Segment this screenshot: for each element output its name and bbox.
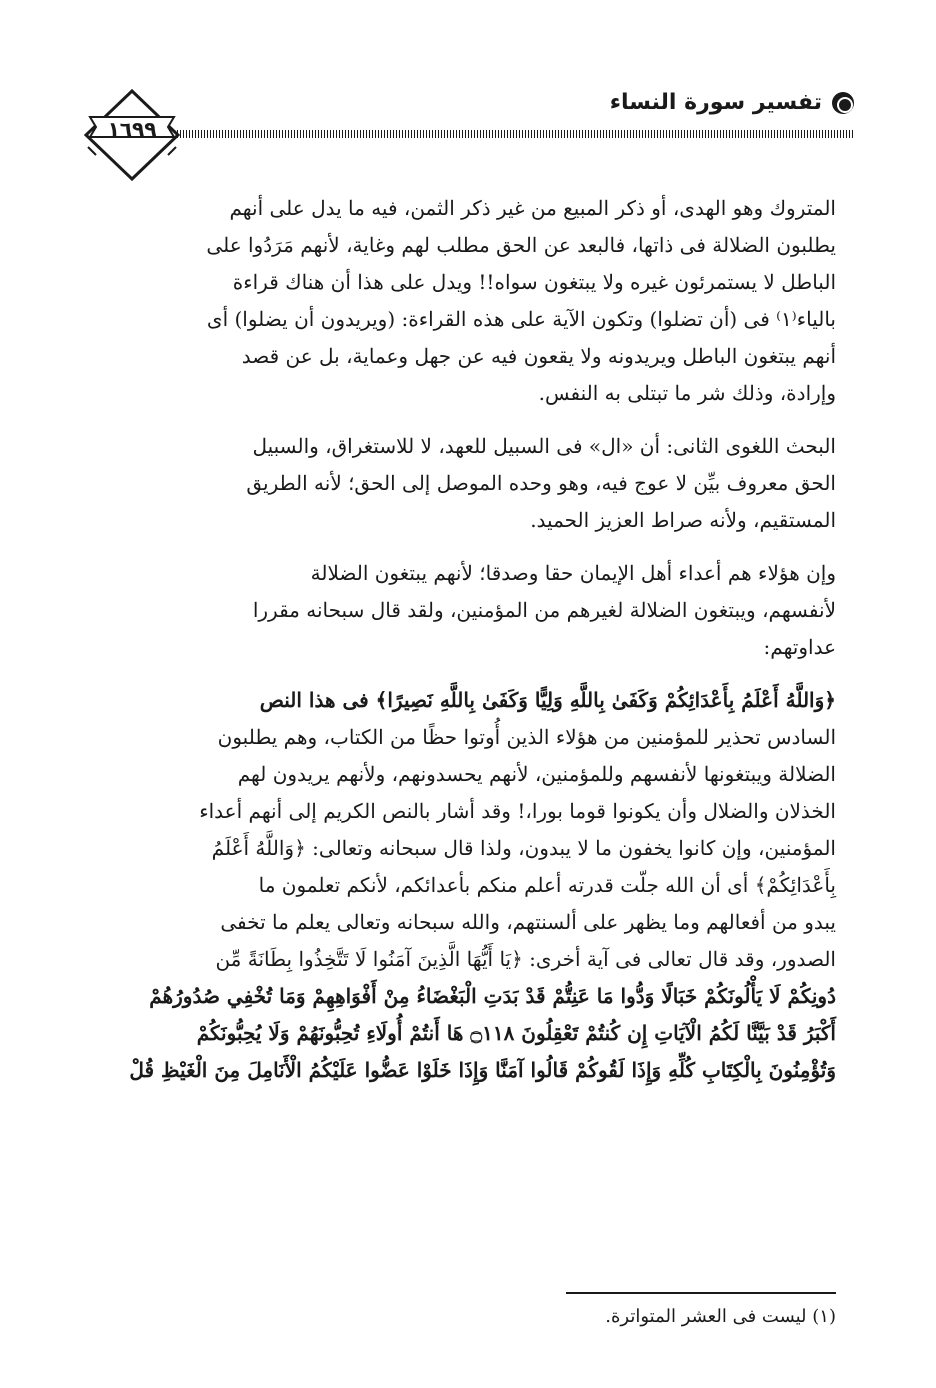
footnote: (١) ليست فى العشر المتواترة. [605,1306,836,1327]
text-line: المستقيم، ولأنه صراط العزيز الحميد. [530,508,836,532]
text-line: لأنفسهم، ويبتغون الضلالة لغيرهم من المؤمنين، ولقد قال سبحانه مقررا [252,598,836,622]
ornament-icon [832,92,854,114]
text-line: بالياء⁽١⁾ فى (أن تضلوا) وتكون الآية على هذه القراءة: (ويريدون أن يضلوا) أى [206,307,836,331]
running-title [610,90,854,115]
text-line: وإن هؤلاء هم أعداء أهل الإيمان حقا وصدقا؛ لأنهم يبتغون الضلالة [310,561,836,585]
text-line: وإرادة، وذلك شر ما تبتلى به النفس. [538,381,836,405]
page-number: ١٦٩٩ [107,117,157,141]
text-line: دُونِكُمْ لَا يَأْلُونَكُمْ خَبَالًا وَدُّوا مَا عَنِتُّمْ قَدْ بَدَتِ الْبَغْضَاءُ مِنْ أَفْوَاهِهِمْ وَمَا تُخْفِي صُدُورُهُمْ [149,984,836,1008]
text-line: الحق معروف بيِّن لا عوج فيه، وهو وحده الموصل إلى الحق؛ لأنه الطريق [246,471,836,495]
text-line: الصدور، وقد قال تعالى فى آية أخرى: ﴿يَا أَيُّهَا الَّذِينَ آمَنُوا لَا تَتَّخِذُوا بِطَانَةً مِّن [215,947,836,971]
text-line: عداوتهم: [763,635,836,659]
text-line: السادس تحذير للمؤمنين من هؤلاء الذين أُوتوا حظًا من الكتاب، وهم يطلبون [217,725,836,749]
text-line: المتروك وهو الهدى، أو ذكر المبيع من غير ذكر الثمن، فيه ما يدل على أنهم [229,196,836,220]
paragraph [100,428,836,539]
text-line: أَكْبَرُ قَدْ بَيَّنَّا لَكُمُ الْآيَاتِ إِن كُنتُمْ تَعْقِلُونَ ۝١١٨ هَا أَنتُمْ أُولَاءِ تُحِبُّونَهُمْ وَلَا يُحِبُّونَكُمْ [196,1021,836,1045]
paragraph [100,190,836,412]
text-line: وَتُؤْمِنُونَ بِالْكِتَابِ كُلِّهِ وَإِذَا لَقُوكُمْ قَالُوا آمَنَّا وَإِذَا خَلَوْا عَضُّوا عَلَيْكُمُ الْأَنَامِلَ مِنَ الْغَيْظِ قُلْ [129,1058,836,1082]
text-line: الباطل لا يستمرئون غيره ولا يبتغون سواه!! ويدل على هذا أن هناك قراءة [232,270,836,294]
footnote-divider [566,1292,836,1294]
running-title-text: تفسير سورة النساء [609,90,822,115]
page-header [82,85,854,185]
text-line: الضلالة ويبتغونها لأنفسهم وللمؤمنين، لأنهم يحسدونهم، ولأنهم يريدون لهم [237,762,836,786]
page-number-badge [82,87,182,183]
body-text [100,190,836,1105]
text-line: المؤمنين، وإن كانوا يخفون ما لا يبدون، ولذا قال سبحانه وتعالى: ﴿وَاللَّهُ أَعْلَمُ [211,836,836,860]
text-line: يطلبون الضلالة فى ذاتها، فالبعد عن الحق مطلب لهم وغاية، لأنهم مَرَدُوا على [206,233,836,257]
paragraph [100,682,836,1089]
text-line: بِأَعْدَائِكُمْ﴾ أى أن الله جلّت قدرته أعلم منكم بأعدائكم، لأنكم تعلمون ما [258,873,836,897]
header-rule [162,130,854,138]
paragraph [100,555,836,666]
text-line: البحث اللغوى الثانى: أن «ال» فى السبيل للعهد، لا للاستغراق، والسبيل [252,434,836,458]
text-line: أنهم يبتغون الباطل ويريدونه ولا يقعون فيه عن جهل وعماية، بل عن قصد [241,344,836,368]
text-line: ﴿وَاللَّهُ أَعْلَمُ بِأَعْدَائِكُمْ وَكَفَىٰ بِاللَّهِ وَلِيًّا وَكَفَىٰ بِاللَّهِ نَصِيرًا﴾ فى هذا النص [259,688,836,712]
text-line: الخذلان والضلال وأن يكونوا قوما بورا،! وقد أشار بالنص الكريم إلى أنهم أعداء [199,799,836,823]
text-line: يبدو من أفعالهم وما يظهر على ألسنتهم، والله سبحانه وتعالى يعلم ما تخفى [220,910,836,934]
